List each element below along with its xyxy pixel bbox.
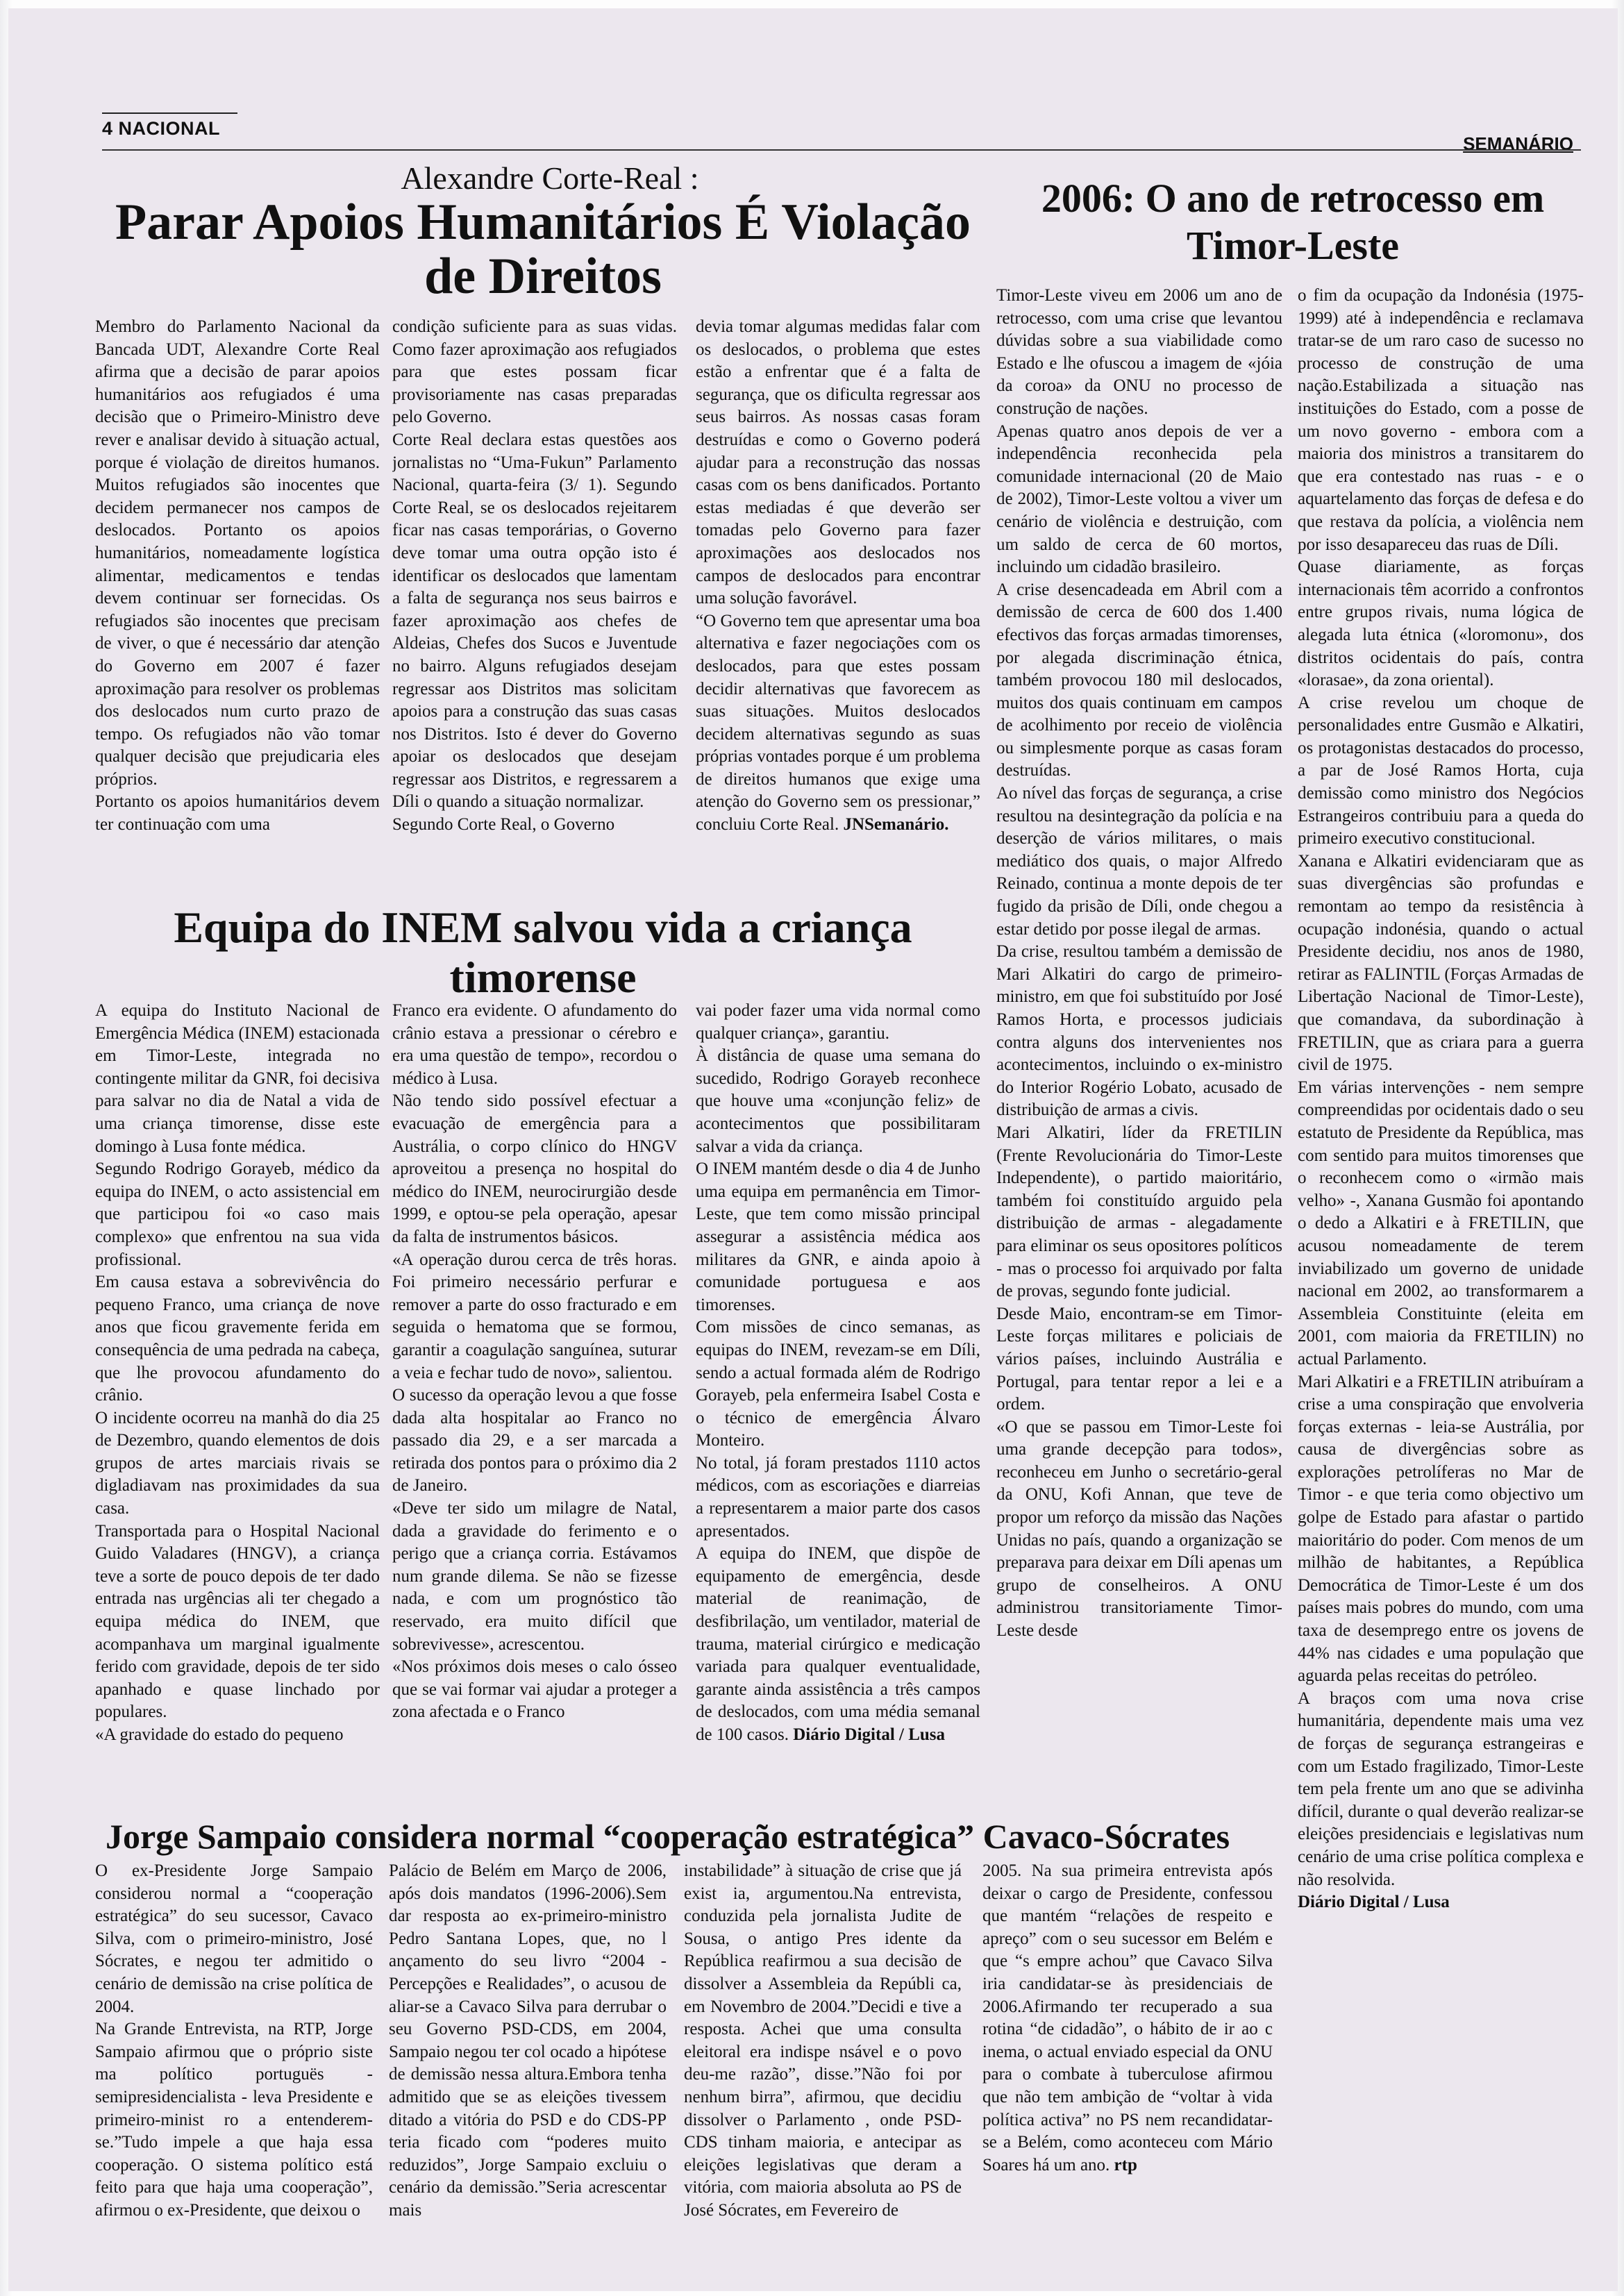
- paragraph: A crise desencadeada em Abril com a demissão de cerca de 600 dos 1.400 efectivos das forças armadas timorenses, por alegada discriminação étnica, também provocou 180 mil deslocados, muitos dos quais continuam em campos de acolhimento por receio de violência ou simplesmente porque as casas foram destruídas.: [996, 580, 1282, 780]
- paragraph: Em várias intervenções - nem sempre compreendidas por ocidentais dado o seu estatuto de Presidente da República, mas com sentido para muitos timorenses que o reconhecem como o «irmão mais velho» -, Xanana Gusmão foi apontando o dedo a Alkatiri e à FRETILIN, que acusou nomeadamente de terem inviabilizado um governo de unidade nacional em 2002, ao transformarem a Assembleia Constituinte (eleita em 2001, com maioria da FRETILIN) no actual Parlamento.: [1298, 1078, 1584, 1368]
- article-kicker: Alexandre Corte-Real :: [401, 160, 699, 196]
- article-column: [696, 1000, 980, 1798]
- paragraph: Corte Real declara estas questões aos jornalistas no “Uma-Fukun” Parlamento Nacional, quarta-feira (3/ 1). Segundo Corte Real, se os deslocados rejeitarem ficar nas casas temporárias, o Governo deve tomar uma outra opção isto é identificar os deslocados que lamentam a falta de segurança nos seus bairros e fazer aproximação aos chefes de Aldeias, Chefes dos Sucos e Juventude no bairro. Alguns refugiados desejam regressar aos Distritos mas solicitam apoios para a construção das suas casas nos Distritos. Isto é dever do Governo apoiar os deslocados que desejam regressar aos Distritos, e regressarem a Díli o quando a situação normalizar.: [392, 430, 677, 812]
- article-timor-2006: [994, 147, 1598, 2286]
- article-headline: [99, 196, 987, 303]
- paragraph: Com missões de cinco semanas, as equipas do INEM, revezam-se em Díli, sendo a actual formada além de Rodrigo Gorayeb, pela enfermeira Isabel Costa e o técnico de emergência Álvaro Monteiro.: [696, 1318, 980, 1450]
- paragraph: O INEM mantém desde o dia 4 de Junho uma equipa em permanência em Timor-Leste, que tem como missão principal assegurar a assistência médica aos militares da GNR, e ainda apoio à comunidade portuguesa e aos timorenses.: [696, 1159, 980, 1314]
- article-credit: Diário Digital / Lusa: [793, 1725, 946, 1744]
- headline-line: 2006: O ano de retrocesso em: [1041, 176, 1545, 221]
- paragraph: Não tendo sido possível efectuar a evacuação de emergência para a Austrália, o corpo clínico do HNGV aproveitou a presença no hospital do médico do INEM, neurocirurgião desde 1999, e optou-se pela operação, apesar da falta de instrumentos básicos.: [392, 1091, 677, 1246]
- paragraph: Timor-Leste viveu em 2006 um ano de retrocesso, com uma crise que levantou dúvidas sobre a sua viabilidade como Estado e lhe ofuscou a imagem de «jóia da coroa» da ONU no processo de construção de nações.: [996, 286, 1282, 418]
- paragraph: Apenas quatro anos depois de ver a independência reconhecida pela comunidade internacional (20 de Maio de 2002), Timor-Leste voltou a viver um cenário de violência e destruição, com um saldo de cerca de 60 mortos, incluindo um cidadão brasileiro.: [996, 421, 1282, 577]
- paragraph-text: “O Governo tem que apresentar uma boa alternativa e fazer negociações com os deslocados, para que estes possam decidir alternativas que favorecem as suas situações. Muitos deslocados decidem alternativas segundo as suas próprias vontades porque é um problema de direitos humanos que exige uma atenção do Governo sem os pressionar,” concluiu Corte Real.: [696, 611, 980, 835]
- paragraph: «A operação durou cerca de três horas. Foi primeiro necessário perfurar e remover a parte do osso fracturado e em seguida o hematoma que se formou, garantir a coagulação sanguínea, suturar a veia e fechar tudo de novo», salientou.: [392, 1250, 677, 1382]
- page-number-section: 4 NACIONAL: [102, 118, 221, 139]
- paragraph: condição suficiente para as suas vidas. Como fazer aproximação aos refugiados para que estes possam ficar provisoriamente nas casas preparadas pelo Governo.: [392, 317, 677, 427]
- paragraph: Segundo Corte Real, o Governo: [392, 815, 615, 835]
- paragraph: Em causa estava a sobrevivência do pequeno Franco, uma criança de nove anos que ficou gravemente ferida em consequência de uma pedrada na cabeça, que lhe provocou afundamento do crânio.: [95, 1273, 380, 1405]
- headline-line: de Direitos: [424, 247, 662, 305]
- paragraph: O sucesso da operação levou a que fosse dada alta hospitalar ao Franco no passado dia 29, e a ser marcada a retirada dos pontos para o próximo dia 2 de Janeiro.: [392, 1386, 677, 1495]
- headline-line: Equipa do INEM salvou vida a criança: [174, 903, 912, 952]
- headline-line: Timor-Leste: [1186, 222, 1400, 268]
- paragraph: À distância de quase uma semana do sucedido, Rodrigo Gorayeb reconhece que houve uma «conjunção feliz» de acontecimentos que possibilitaram salvar a vida da criança.: [696, 1046, 980, 1156]
- paragraph: «O que se passou em Timor-Leste foi uma grande decepção para todos», reconheceu em Junho o secretário-geral da ONU, Kofi Annan, que teve de propor um reforço da missão das Nações Unidas no país, quando a organização se preparava para deixar em Díli apenas um grupo de conselheiros. A ONU administrou transitoriamente Timor-Leste desde: [996, 1417, 1282, 1641]
- article-column: [389, 1860, 667, 2277]
- paragraph: vai poder fazer uma vida normal como qualquer criança», garantiu.: [696, 1001, 980, 1043]
- article-column: [95, 1860, 373, 2277]
- newspaper-page: [8, 8, 1618, 2291]
- paragraph: «Nos próximos dois meses o calo ósseo que se vai formar vai ajudar a proteger a zona afectada e o Franco: [392, 1657, 677, 1722]
- paragraph-text: A equipa do INEM, que dispõe de equipamento de emergência, desde material de reanimação, de desfibrilação, um ventilador, material de trauma, material cirúrgico e medicação variada para qualquer eventualidade, garante ainda assistência a três campos de deslocados, com uma média semanal de 100 casos.: [696, 1544, 980, 1744]
- article-column: [95, 316, 380, 899]
- article-credit: Diário Digital / Lusa: [1298, 1893, 1450, 1912]
- paragraph: instabilidade” à situação de crise que já exist ia, argumentou.Na entrevista, conduzida pela jornalista Judite de Sousa, o antigo Pres idente da República reafirmou a sua decisão de dissolver a Assembleia da Repúbli ca, em Novembro de 2004.”Decidi e tive a resposta. Achei que uma consulta eleitoral era indispe nsável e o povo deu-me razão”, disse.”Não foi por nenhum birra”, afirmou, que decidiu dissolver o Parlamento , onde PSD-CDS tinham maioria, e antecipar as eleições legislativas que deram a vitória, com maioria absoluta ao PS de José Sócrates, em Fevereiro de: [684, 1861, 962, 2220]
- paragraph: Portanto os apoios humanitários devem ter continuação com uma: [95, 792, 380, 835]
- paragraph: O ex-Presidente Jorge Sampaio considerou normal a “cooperação estratégica” do seu sucessor, Cavaco Silva, com o primeiro-ministro, José Sócrates, e negou ter admitido o cenário de demissão na crise política de 2004.: [95, 1861, 373, 2016]
- paragraph: Quase diariamente, as forças internacionais têm acorrido a confrontos entre grupos rivais, numa lógica de alegada luta étnica («loromonu», dos distritos ocidentais do país, contra «lorasae», da zona oriental).: [1298, 558, 1584, 690]
- article-column: [1298, 285, 1584, 2243]
- headline-line: Parar Apoios Humanitários É Violação: [115, 194, 971, 251]
- paragraph: Na Grande Entrevista, na RTP, Jorge Sampaio afirmou que o próprio siste ma político portuguës - semipresidencialista - leva Presidente e primeiro-minist ro a entenderem-se.”Tudo impele a que haja essa cooperação. O sistema político está feito para que haja uma cooperação”, afirmou o ex-Presidente, que deixou o: [95, 2020, 373, 2220]
- paragraph: Membro do Parlamento Nacional da Bancada UDT, Alexandre Corte Real afirma que a decisão de parar apoios humanitários aos refugiados é uma decisão que o Primeiro-Ministro deve rever e analisar devido à situação actual, porque é violação de direitos humanos. Muitos refugiados são inocentes que decidem permanecer nos campos de deslocados. Portanto os apoios humanitários, nomeadamente logística alimentar, medicamentos e tendas devem continuar ser fornecidas. Os refugiados são inocentes que precisam de viver, o que é necessário dar atenção do Governo em 2007 é fazer aproximação para resolver os problemas dos deslocados num curto prazo de tempo. Os refugiados não vão tomar qualquer decisão que prejudicaria eles próprios.: [95, 317, 380, 789]
- article-corte-real: [8, 8, 994, 911]
- paragraph: Xanana e Alkatiri evidenciaram que as suas divergências são profundas e remontam ao tempo da resistência à ocupação indonésia, quando o actual Presidente decidiu, nos anos de 1980, retirar as FALINTIL (Forças Armadas de Libertação Nacional de Timor-Leste), que comandava, da subordinação à FRETILIN, que as criara para a guerra civil de 1975.: [1298, 851, 1584, 1075]
- headline-line: timorense: [449, 952, 637, 1002]
- paragraph: No total, já foram prestados 1110 actos médicos, com as escoriações e diarreias a representarem a maior parte dos casos apresentados.: [696, 1453, 980, 1541]
- paragraph: Da crise, resultou também a demissão de Mari Alkatiri do cargo de primeiro-ministro, em que foi substituído por José Ramos Horta, e processos judiciais contra alguns dos intervenientes nos acontecimentos, incluindo o ex-ministro do Interior Rogério Lobato, acusado de distribuição de armas a civis.: [996, 942, 1282, 1120]
- paragraph: Segundo Rodrigo Gorayeb, médico da equipa do INEM, o acto assistencial em que participou foi «o caso mais complexo» que enfrentou na sua vida profissional.: [95, 1159, 380, 1269]
- paragraph: [696, 1543, 980, 1746]
- paragraph-text: 2005. Na sua primeira entrevista após deixar o cargo de Presidente, confessou que mantém “relações de respeito e apreço” com o seu sucessor em Belém e que “s empre achou” que Cavaco Silva iria candidatar-se às presidenciais de 2006.Afirmando ter recuperado a sua rotina “de cidadão”, o hábito de ir ao c inema, o actual enviado especial da ONU para o combate à tuberculose afirmou que não tem ambição de “voltar à vida política activa” no PS nem recandidatar-se a Belém, como aconteceu com Mário Soares há um ano.: [982, 1861, 1273, 2175]
- paragraph: Franco era evidente. O afundamento do crânio estava a pressionar o cérebro e era uma questão de tempo», recordou o médico à Lusa.: [392, 1001, 677, 1088]
- article-credit: JNSemanário.: [843, 815, 949, 835]
- paragraph: [696, 610, 980, 837]
- article-column: [684, 1860, 962, 2277]
- paragraph: o fim da ocupação da Indonésia (1975-1999) até à independência e reclamava tratar-se de um raro caso de sucesso no processo de construção de uma nação.Estabilizada a situação nas instituições do Estado, com a posse de um novo governo - embora com a maioria dos ministros a transitarem do que era contestado nas ruas - e o aquartelamento das forças de defesa e do que restava da polícia, a violência nem por isso desapareceu das ruas de Díli.: [1298, 286, 1584, 554]
- paragraph: A crise revelou um choque de personalidades entre Gusmão e Alkatiri, os protagonistas destacados do processo, a par de José Ramos Horta, cuja demissão como ministro dos Negócios Estrangeiros contribuiu para a queda do primeiro executivo constitucional.: [1298, 693, 1584, 848]
- paragraph: Transportada para o Hospital Nacional Guido Valadares (HNGV), a criança teve a sorte de pouco depois de ter dado entrada nas urgências ali ter chegado a equipa médica do INEM, que acompanhava um marginal igualmente ferido com gravidade, depois de ter sido apanhado e quase linchado por populares.: [95, 1521, 380, 1722]
- article-headline: Jorge Sampaio considera normal “cooperação estratégica” Cavaco-Sócrates: [106, 1817, 1230, 1856]
- paragraph: devia tomar algumas medidas falar com os deslocados, o problema que estes estão a enfrentar que é a falta de segurança, que os dificulta regressar aos seus bairros. As nossas casas foram destruídas e como o Governo poderá ajudar para a reconstrução das nossas casas com os bens danificados. Portanto estas mediadas é que deverão ser tomadas pelo Governo para fazer aproximações aos deslocados nos campos de deslocados para encontrar uma solução favorável.: [696, 317, 980, 608]
- paragraph: Mari Alkatiri e a FRETILIN atribuíram a crise a uma conspiração que envolveria forças externas - leia-se Austrália, por causa de divergências sobre as explorações petrolíferas no Mar de Timor - e que teria como objectivo um golpe de Estado para afastar o partido maioritário do poder. Com menos de um milhão de habitantes, a República Democrática de Timor-Leste é um dos países mais pobres do mundo, com uma taxa de desemprego entre os jovens de 44% nas cidades e uma população que aguarda pelas receitas do petróleo.: [1298, 1372, 1584, 1686]
- article-column: [996, 285, 1282, 2243]
- article-column: [95, 1000, 380, 1798]
- paragraph: Palácio de Belém em Março de 2006, após dois mandatos (1996-2006).Sem dar resposta ao ex-primeiro-ministro Pedro Santana Lopes, que, no l ançamento do seu livro “2004 - Percepções e Realidades”, o acusou de aliar-se a Cavaco Silva para derrubar o seu Governo PSD-CDS, em 2004, Sampaio negou ter col ocado a hipótese de demissão nessa altura.Embora tenha admitido que se as eleições tivessem ditado a vitória do PSD e do CDS-PP teria ficado com “poderes muito reduzidos”, Jorge Sampaio excluiu o cenário da demissão.”Seria acrescentar mais: [389, 1861, 667, 2220]
- article-headline: [994, 175, 1591, 269]
- article-column: [392, 1000, 677, 1798]
- paragraph: A braços com uma nova crise humanitária, dependente mais uma vez de forças de segurança estrangeiras e com um Estado fragilizado, Timor-Leste tem pela frente um ano que se adivinha difícil, durante o qual deverão realizar-se eleições presidenciais e legislativas num cenário de uma crise política complexa e não resolvida.: [1298, 1689, 1584, 1889]
- paragraph: «A gravidade do estado do pequeno: [95, 1725, 344, 1744]
- article-column: [392, 316, 677, 899]
- paragraph: Mari Alkatiri, líder da FRETILIN (Frente Revolucionária do Timor-Leste Independente), o partido maioritário, também foi constituído arguido pela distribuição de armas - alegadamente para eliminar os seus opositores políticos - mas o processo foi arquivado por falta de provas, segundo fonte judicial.: [996, 1123, 1282, 1301]
- article-credit: rtp: [1114, 2155, 1137, 2175]
- paragraph: O incidente ocorreu na manhã do dia 25 de Dezembro, quando elementos de dois grupos de artes marciais rivais se digladiavam nas proximidades da sua casa.: [95, 1408, 380, 1518]
- paragraph: Ao nível das forças de segurança, a crise resultou na desintegração da polícia e na deserção de vários militares, o mais mediático dos quais, o major Alfredo Reinado, continua a monte depois de ter fugido da prisão de Díli, onde chegou a estar detido por posse ilegal de armas.: [996, 784, 1282, 939]
- article-column: [696, 316, 980, 899]
- article-headline: [99, 903, 987, 1002]
- paragraph: «Deve ter sido um milagre de Natal, dada a gravidade do ferimento e o perigo que a criança corria. Estávamos num grande dilema. Se não se fizesse nada, e com um prognóstico tão reservado, era muito difícil que sobrevivesse», acrescentou.: [392, 1499, 677, 1654]
- paragraph: A equipa do Instituto Nacional de Emergência Médica (INEM) estacionada em Timor-Leste, integrada no contingente militar da GNR, foi decisiva para salvar no dia de Natal a vida de uma criança timorense, disse este domingo à Lusa fonte médica.: [95, 1001, 380, 1156]
- paragraph: Desde Maio, encontram-se em Timor-Leste forças militares e policiais de vários países, incluindo Austrália e Portugal, para tentar repor a lei e a ordem.: [996, 1304, 1282, 1414]
- article-inem: [8, 890, 994, 1807]
- masthead: SEMANÁRIO: [1463, 133, 1573, 154]
